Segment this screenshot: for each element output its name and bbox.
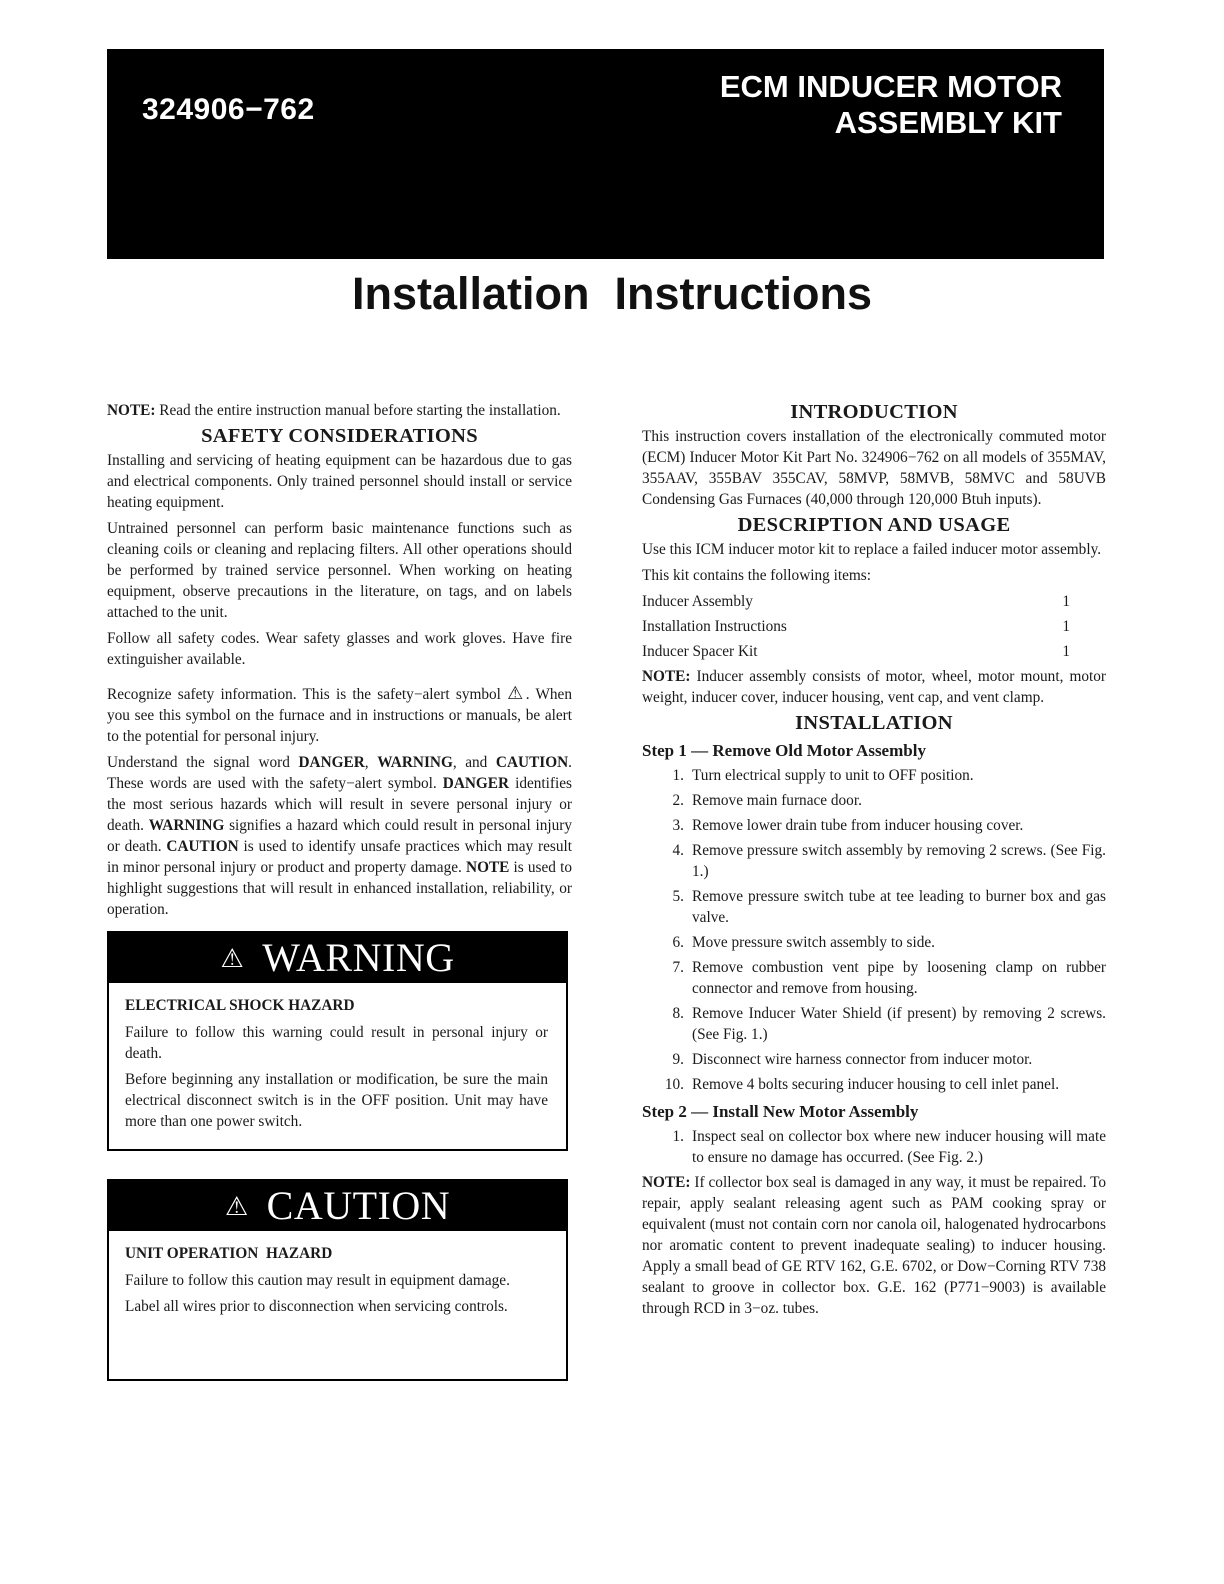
- signal-text: identifies the most serious hazards which will result in severe personal injury or death.: [107, 775, 572, 834]
- header-band: [107, 49, 1104, 259]
- item-qty: 1: [1062, 618, 1070, 635]
- list-item: [642, 765, 1106, 786]
- step-number: 2.: [672, 792, 684, 809]
- signal-word-paragraph: [107, 752, 572, 920]
- note-text: If collector box seal is damaged in any way, it must be repaired. To repair, apply sealant releasing agent such as PAM cooking spray or equivalent (must not contain corn nor canola oil, halogenated hydrocarbons nor aromatic content to prevent inadequate sealing) to inducer housing. Apply a small bead of GE RTV 162, G.E. 6702, or Dow−Corning RTV 738 sealant to groove in collector box. G.E. 162 (P771−9003) is available through RCD in 3−oz. tubes.: [642, 1174, 1106, 1317]
- signal-text: ,: [364, 754, 378, 771]
- item-name: Installation Instructions: [642, 618, 787, 635]
- step1-heading: Step 1 — Remove Old Motor Assembly: [642, 741, 926, 760]
- caution-label: CAUTION: [266, 1183, 451, 1228]
- signal-text: is used to highlight suggestions that will result in enhanced installation, reliability, or operation.: [107, 859, 572, 918]
- signal-warning: WARNING: [148, 817, 225, 834]
- step-text: Remove combustion vent pipe by loosening clamp on rubber connector and remove from housing.: [692, 959, 1106, 997]
- warning-paragraph-1: Failure to follow this warning could result in personal injury or death.: [125, 1024, 548, 1062]
- safety-paragraph-3: Follow all safety codes. Wear safety glasses and work gloves. Have fire extinguisher available.: [107, 630, 572, 668]
- step-text: Remove pressure switch assembly by removing 2 screws. (See Fig. 1.): [692, 842, 1106, 880]
- step-number: 1.: [672, 1128, 684, 1145]
- list-item: [642, 641, 1106, 662]
- note-paragraph: [107, 400, 572, 421]
- warning-hazard-title: ELECTRICAL SHOCK HAZARD: [125, 997, 355, 1014]
- list-item: [642, 957, 1106, 999]
- step-text: Inspect seal on collector box where new inducer housing will mate to ensure no damage has occurred. (See Fig. 2.): [692, 1128, 1106, 1166]
- item-qty: 1: [1062, 643, 1070, 660]
- signal-danger: DANGER: [298, 754, 365, 771]
- document-title: Installation Instructions: [351, 268, 873, 319]
- list-item: [642, 790, 1106, 811]
- list-item: [642, 1003, 1106, 1045]
- list-item: [642, 1126, 1106, 1168]
- part-number: 324906−762: [142, 93, 315, 126]
- step2-heading: Step 2 — Install New Motor Assembly: [642, 1102, 919, 1121]
- item-qty: 1: [1062, 593, 1070, 610]
- left-column: [107, 400, 572, 1381]
- step-number: 10.: [664, 1076, 684, 1093]
- step-text: Remove pressure switch tube at tee leading to burner box and gas valve.: [692, 888, 1106, 926]
- warning-paragraph-2: Before beginning any installation or modification, be sure the main electrical disconnect switch is in the OFF position. Unit may have more than one power switch.: [125, 1071, 548, 1130]
- step1-list: [642, 765, 1106, 1095]
- signal-text: signifies a hazard which could result in personal injury or death.: [107, 817, 572, 855]
- recognize-paragraph: [107, 683, 572, 747]
- signal-text: is used to identify unsafe practices which may result in minor personal injury or product and property damage.: [107, 838, 573, 876]
- list-item: [642, 815, 1106, 836]
- warning-box: [107, 931, 568, 1151]
- note-text: Inducer assembly consists of motor, wheel, motor mount, motor weight, inducer cover, inducer housing, vent cap, and vent clamp.: [642, 668, 1106, 706]
- signal-danger: DANGER: [442, 775, 510, 792]
- list-item: [642, 616, 1106, 637]
- kit-title-line1: ECM INDUCER MOTOR: [719, 69, 1062, 104]
- warning-header: [109, 933, 566, 983]
- note-label: NOTE:: [642, 1174, 691, 1191]
- step-number: 9.: [672, 1051, 684, 1068]
- step-number: 4.: [672, 842, 684, 859]
- step-text: Disconnect wire harness connector from inducer motor.: [692, 1051, 1033, 1068]
- description-heading: DESCRIPTION AND USAGE: [737, 514, 1011, 536]
- description-paragraph-1: Use this ICM inducer motor kit to replace a failed inducer motor assembly.: [642, 541, 1102, 558]
- recognize-text-b: . When you see this symbol on the furnace and in instructions or manuals, be alert to the potential for personal injury.: [107, 686, 572, 745]
- right-column: [642, 400, 1106, 1324]
- item-name: Inducer Spacer Kit: [642, 643, 758, 660]
- recognize-text-a: Recognize safety information. This is the safety−alert symbol: [107, 686, 508, 703]
- list-item: [642, 886, 1106, 928]
- caution-paragraph-1: Failure to follow this caution may result in equipment damage.: [125, 1272, 510, 1289]
- step-text: Remove lower drain tube from inducer housing cover.: [692, 817, 1024, 834]
- step-number: 1.: [672, 767, 684, 784]
- list-item: [642, 591, 1106, 612]
- warning-triangle-icon: ⚠: [220, 944, 245, 974]
- step-number: 7.: [672, 959, 684, 976]
- list-item: [642, 840, 1106, 882]
- step-text: Move pressure switch assembly to side.: [692, 934, 936, 951]
- list-item: [642, 932, 1106, 953]
- step-number: 5.: [672, 888, 684, 905]
- step-text: Remove Inducer Water Shield (if present) by removing 2 screws. (See Fig. 1.): [692, 1005, 1106, 1043]
- caution-header: [109, 1181, 566, 1231]
- note-label: NOTE:: [642, 668, 691, 685]
- safety-heading: SAFETY CONSIDERATIONS: [201, 425, 478, 447]
- kit-title: [720, 69, 1062, 141]
- note-label: NOTE:: [107, 402, 156, 419]
- step-text: Remove 4 bolts securing inducer housing to cell inlet panel.: [692, 1076, 1060, 1093]
- note-text: Read the entire instruction manual before starting the installation.: [155, 402, 561, 419]
- signal-note: NOTE: [466, 859, 510, 876]
- safety-paragraph-2: Untrained personnel can perform basic maintenance functions such as cleaning coils or cleaning and replacing filters. All other operations should be performed by trained service personnel. When working on heating equipment, observe precautions in the literature, on tags, and on labels attached to the unit.: [107, 520, 572, 621]
- step-number: 8.: [672, 1005, 684, 1022]
- kit-items-list: [642, 591, 1106, 662]
- signal-caution: CAUTION: [495, 754, 569, 771]
- caution-box: [107, 1179, 568, 1381]
- introduction-heading: INTRODUCTION: [790, 401, 958, 423]
- safety-paragraph-1: Installing and servicing of heating equipment can be hazardous due to gas and electrical components. Only trained personnel should install or service heating equipment.: [107, 452, 572, 511]
- item-name: Inducer Assembly: [642, 593, 753, 610]
- step-text: Remove main furnace door.: [692, 792, 862, 809]
- signal-text: , and: [452, 754, 496, 771]
- step2-list: [642, 1126, 1106, 1168]
- signal-text: Understand the signal word: [107, 754, 299, 771]
- kit-title-line2: ASSEMBLY KIT: [834, 105, 1062, 140]
- signal-text: . These words are used with the safety−alert symbol.: [107, 754, 572, 792]
- caution-triangle-icon: ⚠: [224, 1192, 249, 1222]
- caution-hazard-title: UNIT OPERATION HAZARD: [125, 1245, 333, 1262]
- signal-warning: WARNING: [377, 754, 453, 771]
- step-text: Turn electrical supply to unit to OFF position.: [692, 767, 974, 784]
- safety-alert-icon: ⚠: [507, 683, 526, 704]
- list-item: [642, 1049, 1106, 1070]
- list-item: [642, 1074, 1106, 1095]
- caution-paragraph-2: Label all wires prior to disconnection when servicing controls.: [125, 1298, 508, 1315]
- final-note: [642, 1172, 1106, 1319]
- installation-heading: INSTALLATION: [795, 712, 953, 734]
- description-paragraph-2: This kit contains the following items:: [642, 567, 872, 584]
- warning-label: WARNING: [262, 935, 455, 980]
- step-number: 6.: [672, 934, 684, 951]
- description-note: [642, 666, 1106, 708]
- signal-caution: CAUTION: [166, 838, 239, 855]
- introduction-paragraph: This instruction covers installation of the electronically commuted motor (ECM) Inducer Motor Kit Part No. 324906−762 on all models of 355MAV, 355AAV, 355BAV 355CAV, 58MVP, 58MVB, 58MVC and 58UVB Condensing Gas Furnaces (40,000 through 120,000 Btuh inputs).: [642, 428, 1106, 508]
- step-number: 3.: [672, 817, 684, 834]
